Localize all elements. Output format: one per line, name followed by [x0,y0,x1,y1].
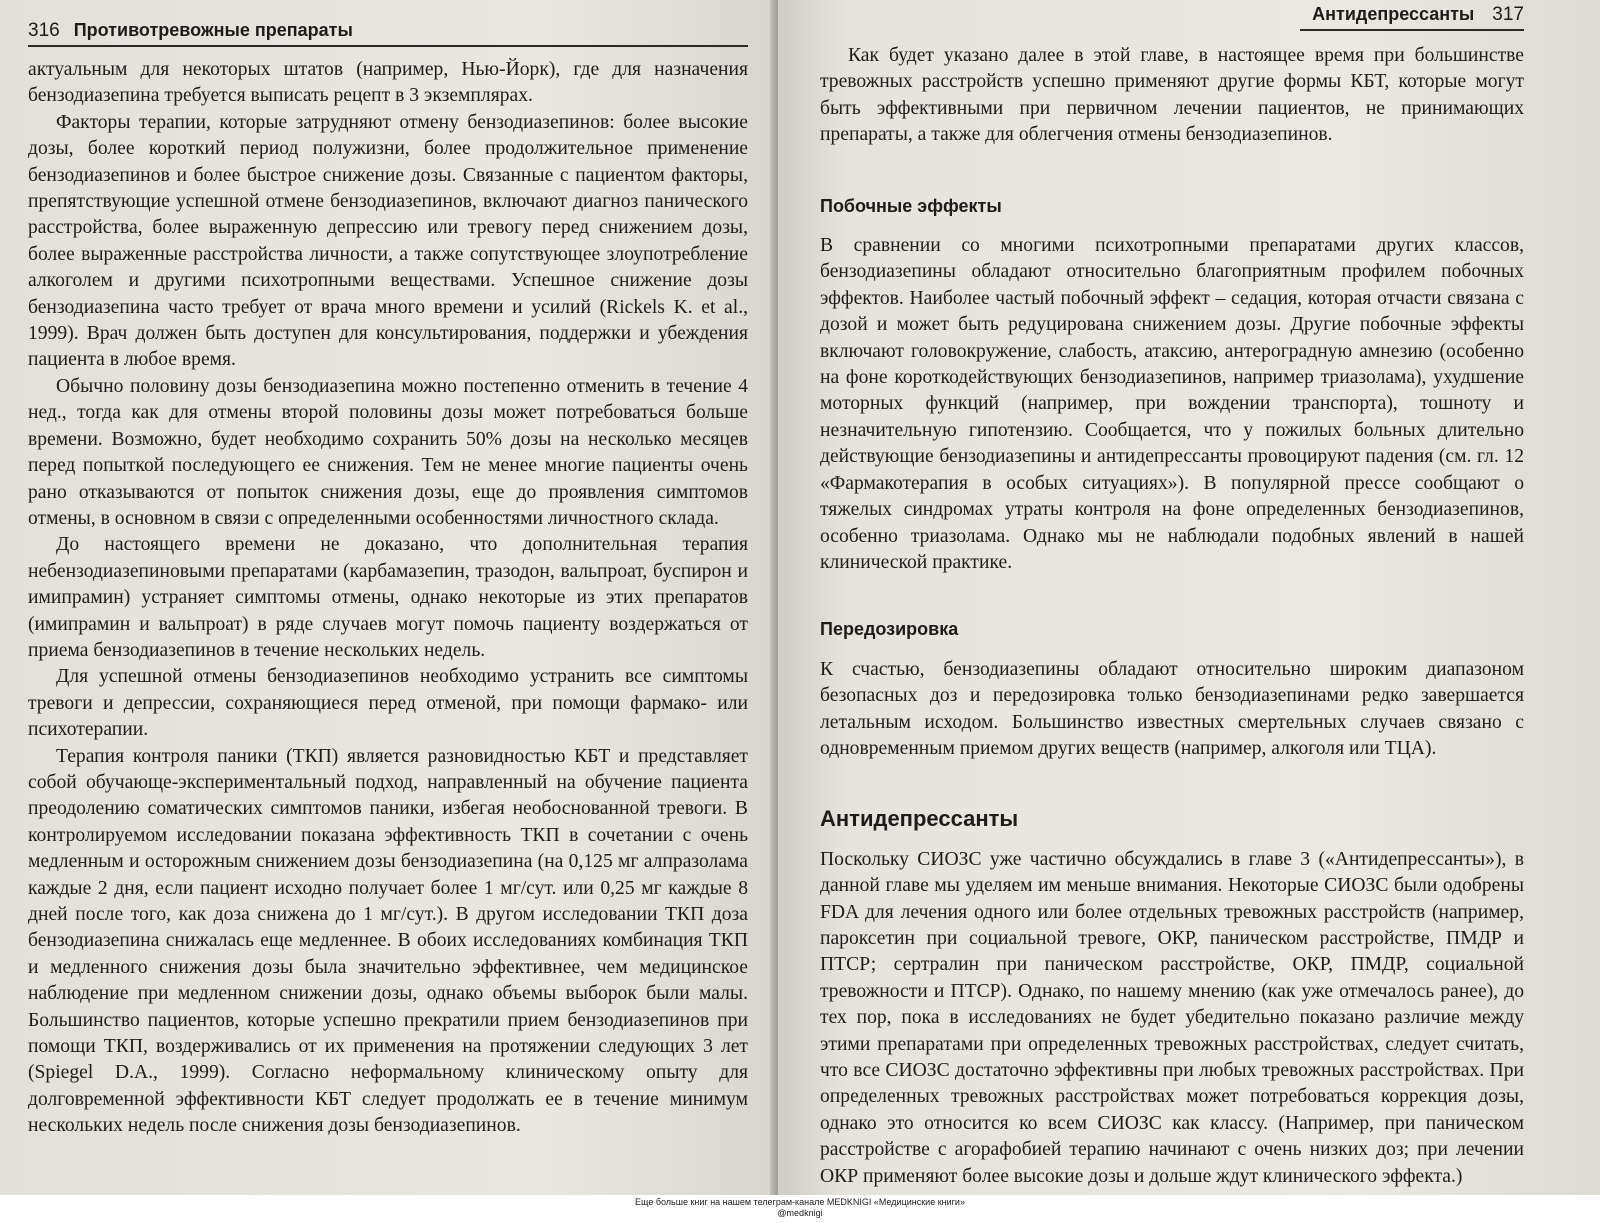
left-body-text [28,57,748,1140]
overdose-heading: Передозировка [820,619,959,640]
paragraph: К счастью, бензодиазепины обладают относительно широким диапазоном безопасных доз и передозировка только бензодиазепинами редко завершается летальным исходом. Большинство известных смертельных случаев связано с одновременным приемом других веществ (например, алкоголя или ТЦА). [820,658,1524,759]
paragraph: Для успешной отмены бензодиазепинов необходимо устранить все симптомы тревоги и депрессии, сохраняющиеся перед отменой, при помощи фармако- или психотерапии. [28,666,748,741]
footer-line: Еще больше книг на нашем телеграм-канале MEDKNIGI «Медицинские книги» [635,1197,965,1207]
running-head-title: Антидепрессанты [1312,4,1475,24]
right-body-text [820,43,1524,1190]
running-head-right [1300,4,1524,31]
page-number: 317 [1492,4,1524,25]
side-effects-heading: Побочные эффекты [820,195,1002,216]
left-page [0,0,778,1195]
paragraph: Как будет указано далее в этой главе, в настоящее время при большинстве тревожных расстройств успешно применяют другие формы КБТ, которые могут быть эффективными при первичном лечении пациентов, не принимающих препараты, а также для облегчения отмены бензодиазепинов. [820,45,1524,146]
paragraph: До настоящего времени не доказано, что дополнительная терапия небензодиазепиновыми препаратами (карбамазепин, тразодон, вальпроат, буспирон и имипрамин) устраняет симптомы отмены, однако некоторые из этих препаратов (имипрамин и вальпроат) в ряде случаев могут помочь пациенту воздержаться от приема бензодиазепинов в течение нескольких недель. [28,534,748,661]
running-head-title: Противотревожные препараты [73,20,353,40]
paragraph: Терапия контроля паники (ТКП) является разновидностью КБТ и представляет собой обучающе-экспериментальный подход, направленный на обучение пациента преодолению соматических симптомов паники, избегая необоснованной тревоги. В контролируемом исследовании показана эффективность ТКП в сочетании с очень медленным и осторожным снижением дозы бензодиазепина (на 0,125 мг алпразолама каждые 2 дня, если пациент исходно получает более 1 мг/сут. или 0,25 мг каждые 8 дней после того, как доза снижена до 1 мг/сут.). В другом исследовании ТКП доза бензодиазепина снижалась еще медленнее. В обоих исследованиях комбинация ТКП и медленного снижения дозы была значительно эффективнее, чем медицинское наблюдение при медленном снижении дозы, однако объемы выборок были малы. Большинство пациентов, которые успешно прекратили прием бензодиазепинов при помощи ТКП, воздерживались от их применения на протяжении следующих 3 лет (Spiegel D.A., 1999). Согласно неформальному клиническому опыту для долговременной эффективности КБТ следует продолжать ее в течение минимум нескольких недель после снижения дозы бензодиазепинов. [28,745,748,1137]
right-page [778,0,1600,1195]
footer-watermark [0,1195,1600,1223]
footer-handle: @medknigi [777,1208,823,1218]
antidepressants-heading: Антидепрессанты [820,806,1019,832]
paragraph: Поскольку СИОЗС уже частично обсуждались в главе 3 («Антидепрессанты»), в данной главе мы уделяем им меньше внимания. Некоторые СИОЗС были одобрены FDA для лечения одного или более отдельных тревожных расстройств (например, пароксетин при социальной тревоге, ОКР, паническом расстройстве, ПМДР и ПТСР; сертралин при паническом расстройстве, ОКР, ПМДР, социальной тревожности и ПТСР). Однако, по нашему мнению (как уже отмечалось ранее), до тех пор, пока в исследованиях не будет убедительно показано различие между этими препаратами при определенных тревожных расстройствах, следует считать, что все СИОЗС достаточно эффективны при любых тревожных расстройствах. При определенных тревожных расстройствах может потребоваться коррекция дозы, однако это относится ко всем СИОЗС как классу. (Например, при паническом расстройстве с агорафобией терапию начинают с очень низких доз; при лечении ОКР применяют более высокие дозы и дольше ждут клинического эффекта.) [820,848,1524,1187]
paragraph: актуальным для некоторых штатов (например, Нью-Йорк), где для назначения бензодиазепина требуется выписать рецепт в 3 экземплярах. [28,59,748,107]
page-number: 316 [28,20,60,41]
running-head-left [28,20,748,47]
paragraph: Факторы терапии, которые затрудняют отмену бензодиазепинов: более высокие дозы, более короткий период полужизни, более продолжительное применение бензодиазепинов и более быстрое снижение дозы. Связанные с пациентом факторы, препятствующие успешной отмене бензодиазепинов, включают диагноз панического расстройства, более выраженную депрессию или тревогу перед снижением дозы, более выраженные расстройства личности, а также сопутствующее злоупотребление алкоголем и другими психотропными веществами. Успешное снижение дозы бензодиазепина часто требует от врача много времени и усилий (Rickels K. et al., 1999). Врач должен быть доступен для консультирования, поддержки и убеждения пациента в любое время. [28,111,748,371]
paragraph: В сравнении со многими психотропными препаратами других классов, бензодиазепины обладают относительно благоприятным профилем побочных эффектов. Наиболее частый побочный эффект – седация, которая отчасти связана с дозой и может быть редуцирована снижением дозы. Другие побочные эффекты включают головокружение, слабость, атаксию, антероградную амнезию (особенно на фоне короткодействующих бензодиазепинов, например триазолама), ухудшение моторных функций (например, при вождении транспорта), тошноту и незначительную гипотензию. Сообщается, что у пожилых больных длительно действующие бензодиазепины и антидепрессанты провоцируют падения (см. гл. 12 «Фармакотерапия в особых ситуациях»). В популярной прессе сообщают о тяжелых синдромах утраты контроля на фоне определенных бензодиазепинов, особенно триазолама. Однако мы не наблюдали подобных явлений в нашей клинической практике. [820,235,1524,573]
paragraph: Обычно половину дозы бензодиазепина можно постепенно отменить в течение 4 нед., тогда как для отмены второй половины дозы может потребоваться больше времени. Возможно, будет необходимо сохранить 50% дозы на несколько месяцев перед попыткой последующего ее снижения. Тем не менее многие пациенты очень рано отказываются от попыток снижения дозы, еще до проявления симптомов отмены, в основном в связи с определенными особенностями личностного склада. [28,375,748,529]
